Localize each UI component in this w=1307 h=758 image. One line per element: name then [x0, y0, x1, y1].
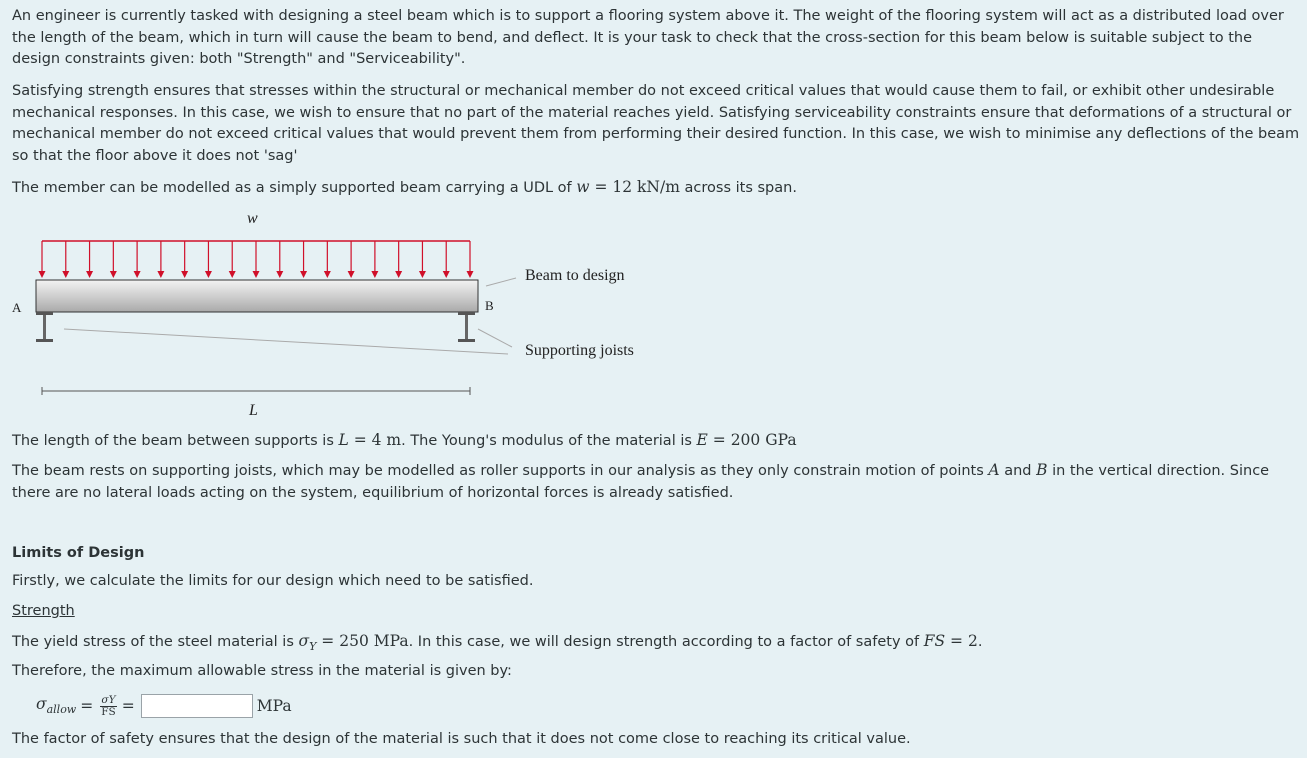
supports-text: The beam rests on supporting joists, which may be modelled as roller supports in our analysis as they only constrain motion of points A and B in the vertical direction. Since there are no lateral loads acting on the system, equilibrium of horizontal forces is already satisfied. [12, 461, 1270, 501]
distributed-load [39, 241, 474, 278]
load-arrow-head [134, 271, 141, 278]
load-arrow-head [419, 271, 426, 278]
modulus-variable: E [696, 431, 708, 449]
allow-fraction: $\frac{\sigma Y}{FS}$ [101, 693, 116, 718]
support-b-label: B [485, 298, 494, 313]
load-arrow-head [157, 271, 164, 278]
length-label: L [249, 402, 258, 419]
load-arrow-head [205, 271, 212, 278]
support-a-label: A [12, 300, 22, 315]
load-arrow-head [395, 271, 402, 278]
beam-leader-line [486, 278, 516, 286]
support-b-joist [458, 312, 475, 342]
length-variable: L [338, 431, 349, 449]
udl-text: The member can be modelled as a simply supported beam carrying a UDL of [12, 180, 577, 196]
strength-heading: Strength [12, 603, 75, 619]
allow-variable: $\sigma_{allow}$ [36, 695, 77, 717]
beam [36, 280, 478, 312]
joist-leader-line-b [478, 329, 512, 347]
support-a-joist [36, 312, 53, 342]
load-arrow-head [110, 271, 117, 278]
load-arrow-head [276, 271, 283, 278]
udl-value: = 12 kN/m [589, 178, 680, 196]
intro-paragraph-1: An engineer is currently tasked with designing a steel beam which is to support a flooring system above it. The weight of the flooring system will act as a distributed load over the length of the beam, which in turn will cause the beam to bend, and deflect. It is your task to check that the cross-section for this beam below is suitable subject to the design constraints given: both "Strength" and "Serviceability". [12, 8, 1284, 67]
length-modulus-text: The length of the beam between supports is L = 4 m. The Young's modulus of the material is E = 200 GPa [12, 431, 797, 449]
load-arrow-head [86, 271, 93, 278]
intro-paragraph-2: Satisfying strength ensures that stresses within the structural or mechanical member do not exceed critical values that would cause them to fail, or exhibit other undesirable mechanical responses. In this case, we wish to ensure that no part of the material reaches yield. Satisfying serviceability constraints ensure that deformations of a structural or mechanical member do not exceed critical values that would prevent them from performing their desired function. In this case, we wish to minimise any deflections of the beam so that the floor above it does not 'sag' [12, 83, 1300, 164]
udl-text-end: across its span. [679, 180, 797, 196]
load-arrow-head [324, 271, 331, 278]
allowable-stress-input[interactable] [141, 694, 253, 718]
load-arrow-head [300, 271, 307, 278]
load-arrow-head [253, 271, 260, 278]
beam-diagram [0, 205, 700, 425]
load-arrow-head [348, 271, 355, 278]
udl-variable: w [576, 178, 590, 196]
factor-of-safety-footer: The factor of safety ensures that the design of the material is such that it does not come close to reaching its critical value. [12, 731, 911, 747]
load-arrow-head [229, 271, 236, 278]
load-arrow-head [39, 271, 46, 278]
limits-intro: Firstly, we calculate the limits for our design which need to be satisfied. [12, 573, 534, 589]
joist-leader-line-a [64, 329, 508, 354]
load-arrow-head [62, 271, 69, 278]
load-arrow-head [181, 271, 188, 278]
joist-label: Supporting joists [525, 342, 634, 359]
beam-label: Beam to design [525, 267, 625, 284]
load-arrow-head [371, 271, 378, 278]
unit-label: MPa [256, 697, 292, 715]
limits-heading: Limits of Design [12, 545, 145, 561]
load-label: w [247, 210, 258, 227]
allowable-stress-equation: $\sigma_{allow}$ = $\frac{\sigma Y}{FS}$ = MPa [36, 693, 292, 718]
therefore-text: Therefore, the maximum allowable stress in the material is given by: [12, 663, 512, 679]
intro-paragraph-3 [12, 177, 1302, 200]
load-arrow-head [443, 271, 450, 278]
yield-stress-text: The yield stress of the steel material is $\sigma_Y = 250$ MPa. In this case, we will design strength according to a factor of safety of FS = 2. [12, 632, 983, 653]
load-arrow-head [467, 271, 474, 278]
